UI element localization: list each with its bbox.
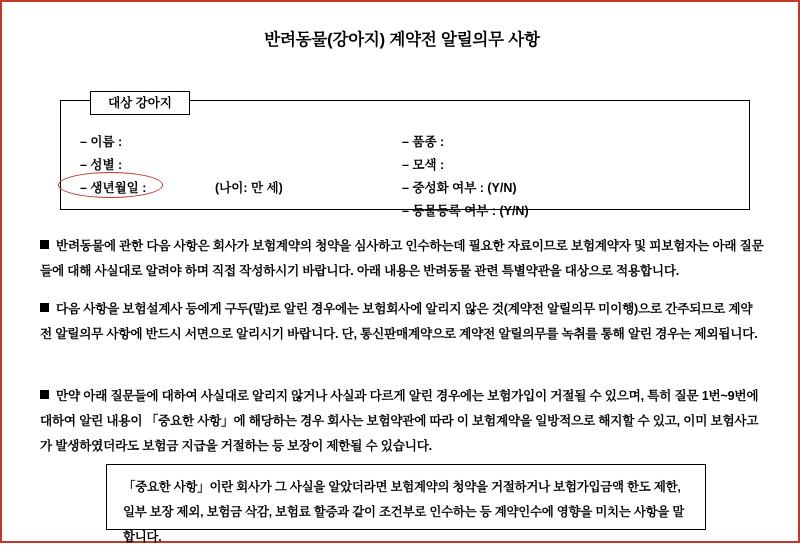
birthdate-highlight-ellipse: [58, 172, 163, 198]
field-birthdate: – 생년월일 :: [80, 181, 147, 195]
paragraph-2: [40, 297, 764, 347]
square-bullet-icon: [40, 240, 49, 249]
field-neutered: – 중성화 여부 : (Y/N): [402, 181, 517, 195]
field-animal-registration: – 동물등록 여부 : (Y/N): [402, 204, 529, 218]
subject-tag-label: 대상 강아지: [90, 91, 190, 115]
field-gender: – 성별 :: [80, 158, 123, 172]
field-coat-color: – 모색 :: [402, 158, 445, 172]
paragraph-2-text: 다음 사항을 보험설계사 등에게 구두(말)로 알린 경우에는 보험회사에 알리지 않은 것(계약전 알릴의무 미이행)으로 간주되므로 계약전 알릴의무 사항에 반드시 서면으로 알리시기 바랍니다. 단, 통신판매계약으로 계약전 알릴의무를 녹취를 통해 알린 경우는 제외됩니다.: [40, 302, 758, 341]
field-name: – 이름 :: [80, 135, 123, 149]
square-bullet-icon: [40, 303, 49, 312]
paragraph-1-text: 반려동물에 관한 다음 사항은 회사가 보험계약의 청약을 심사하고 인수하는데 필요한 자료이므로 보험계약자 및 피보험자는 아래 질문들에 대해 사실대로 알려야 하며 직접 작성하시기 바랍니다. 아래 내용은 반려동물 관련 특별약관을 대상으로 적용합니다.: [40, 239, 764, 278]
paragraph-3-text: 만약 아래 질문들에 대하여 사실대로 알리지 않거나 사실과 다르게 알린 경우에는 보험가입이 거절될 수 있으며, 특히 질문 1번~9번에 대하여 알린 내용이 「중요한 사항」에 해당하는 경우 회사는 보험약관에 따라 이 보험계약을 일방적으로 해지할 수 있고, 이미 보험사고가 발생하였더라도 보험금 지급을 거절하는 등 보장이 제한될 수 있습니다.: [40, 389, 759, 453]
paragraph-1: [40, 234, 764, 284]
field-age-note: (나이: 만 세): [215, 181, 283, 195]
square-bullet-icon: [40, 390, 49, 399]
important-matters-note-box: [106, 464, 706, 544]
important-matters-note-text: 「중요한 사항」이란 회사가 그 사실을 알았더라면 보험계약의 청약을 거절하거나 보험가입금액 한도 제한, 일부 보장 제외, 보험금 삭감, 보험료 할증과 같이 조건부로 인수하는 등 계약인수에 영향을 미치는 사항을 말합니다.: [123, 480, 685, 544]
paragraph-3: [40, 384, 764, 459]
field-breed: – 품종 :: [402, 135, 445, 149]
page-title: 반려동물(강아지) 계약전 알릴의무 사항: [264, 31, 540, 49]
